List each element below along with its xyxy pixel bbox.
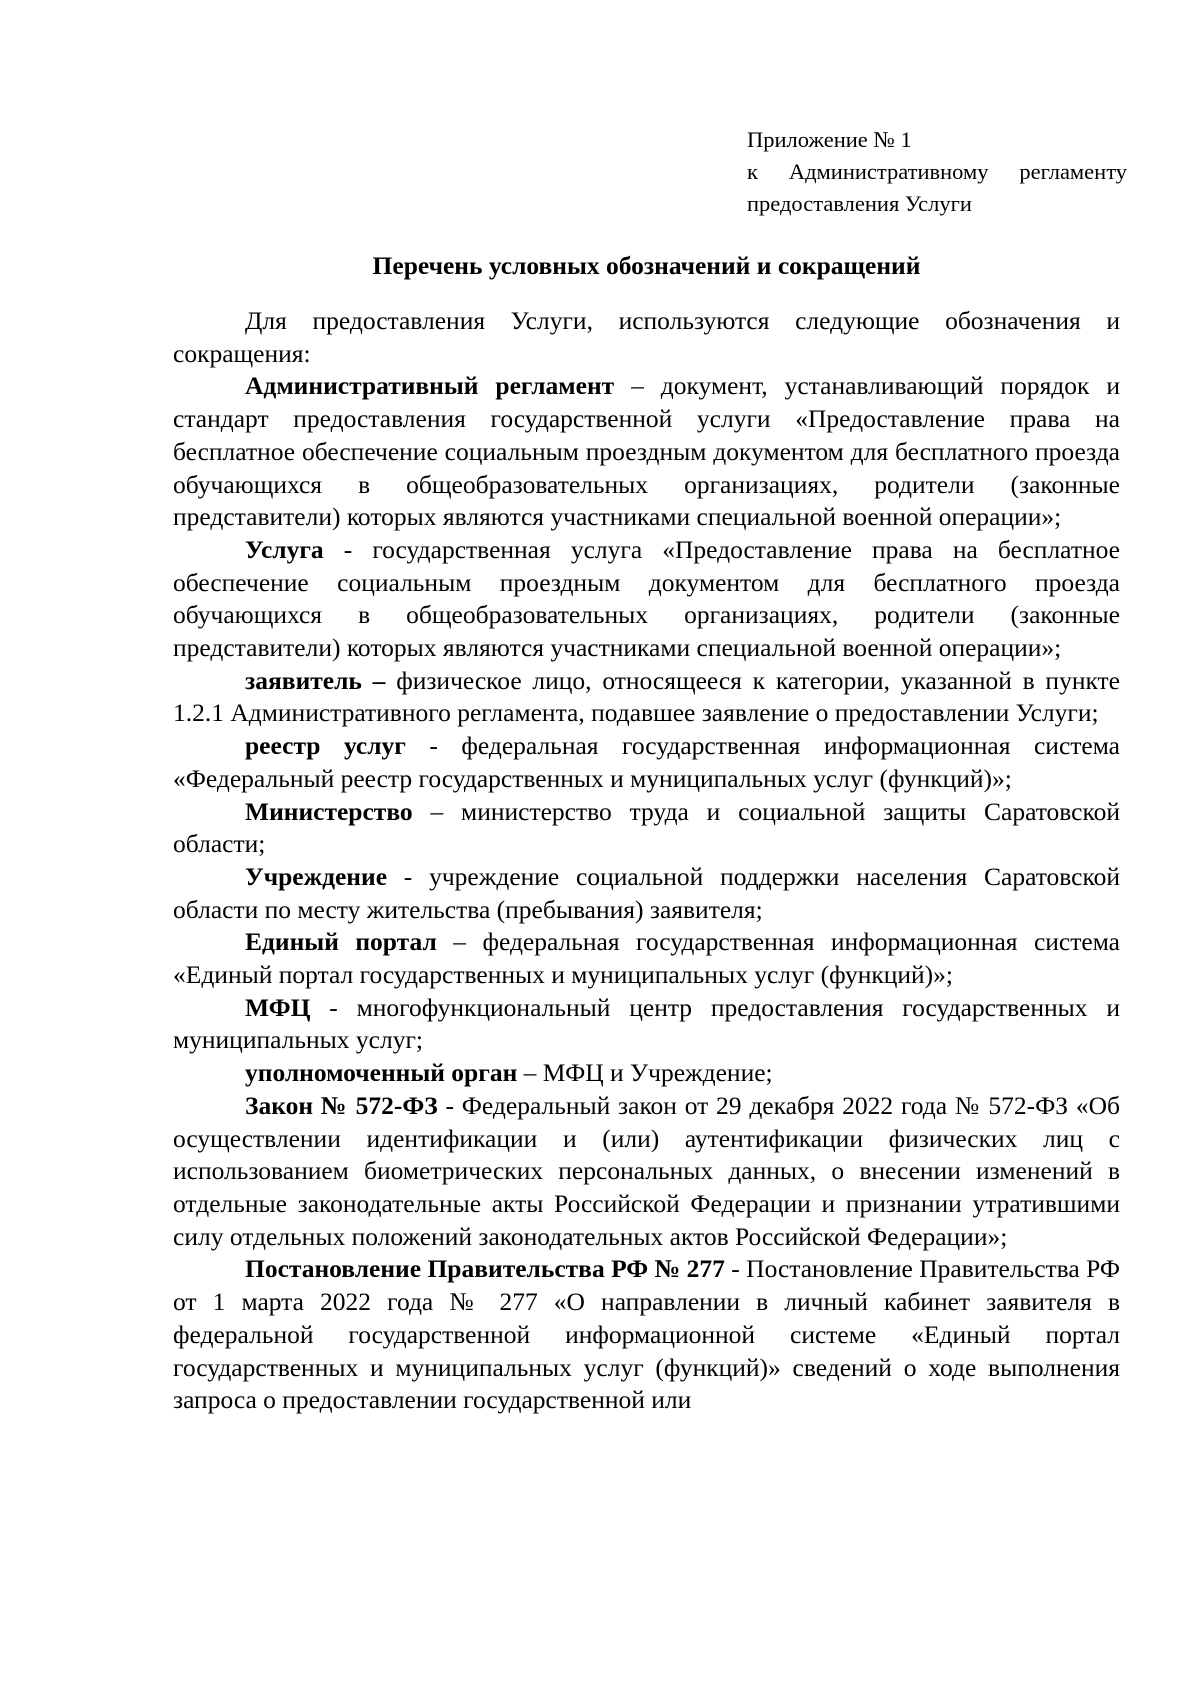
definition-paragraph xyxy=(173,992,1120,1057)
definition-term: Услуга xyxy=(245,534,324,564)
definition-paragraph xyxy=(173,1090,1120,1254)
definition-text: - учреждение социальной поддержки населения Саратовской области по месту жительства (пребывания) заявителя; xyxy=(173,861,1120,924)
definition-term: заявитель – xyxy=(245,665,386,695)
definition-paragraph xyxy=(173,370,1120,534)
definition-term: Постановление Правительства РФ № 277 xyxy=(245,1254,725,1284)
definition-paragraph xyxy=(173,796,1120,861)
definition-text: - многофункциональный центр предоставления государственных и муниципальных услуг; xyxy=(173,992,1120,1055)
annex-number: Приложение № 1 xyxy=(747,127,912,152)
definition-text: – МФЦ и Учреждение; xyxy=(517,1058,773,1088)
definition-paragraph xyxy=(173,926,1120,991)
definition-paragraph xyxy=(173,665,1120,730)
definition-paragraph xyxy=(173,861,1120,926)
definition-term: Единый портал xyxy=(245,927,437,957)
definition-term: МФЦ xyxy=(245,992,311,1022)
definition-term: Административный регламент xyxy=(245,371,615,401)
definition-paragraph xyxy=(173,534,1120,665)
definition-paragraph xyxy=(173,1057,1120,1090)
definition-term: уполномоченный орган xyxy=(245,1058,518,1088)
definition-text: – документ, устанавливающий порядок и стандарт предоставления государственной услуги «Предоставление права на бесплатное обеспечение социальным проездным документом для бесплатного проезда обучающихся в общеобразовательных организациях, родители (законные представители) которых являются участниками специальной военной операции»; xyxy=(173,371,1121,532)
definition-term: Министерство xyxy=(245,796,413,826)
definition-term: Учреждение xyxy=(245,861,388,891)
definition-text: - государственная услуга «Предоставление права на бесплатное обеспечение социальным проездным документом для бесплатного проезда обучающихся в общеобразовательных организациях, родители (законные представители) которых являются участниками специальной военной операции»; xyxy=(173,534,1120,663)
definition-text: - Постановление Правительства РФ от 1 марта 2022 года № 277 «О направлении в личный кабинет заявителя в федеральной государственной информационной системе «Единый портал государственных и муниципальных услуг (функций)» сведений о ходе выполнения запроса о предоставлении государственной или xyxy=(173,1254,1120,1415)
definition-paragraph xyxy=(173,730,1120,795)
document-body xyxy=(173,305,1120,1417)
definition-text: – министерство труда и социальной защиты Саратовской области; xyxy=(173,796,1120,859)
definition-text: физическое лицо, относящееся к категории, указанной в пункте 1.2.1 Административного регламента, подавшее заявление о предоставлении Услуги; xyxy=(173,665,1120,728)
definition-term: реестр услуг xyxy=(245,731,406,761)
intro-paragraph: Для предоставления Услуги, используются следующие обозначения и сокращения: xyxy=(173,306,1120,368)
definition-paragraph xyxy=(173,1253,1120,1417)
document-title: Перечень условных обозначений и сокращений xyxy=(372,251,921,280)
annex-subject: предоставления Услуги xyxy=(747,191,972,216)
annex-header xyxy=(747,124,1127,220)
definition-text: - Федеральный закон от 29 декабря 2022 года № 572-ФЗ «Об осуществлении идентификации и (или) аутентификации физических лиц с использованием биометрических персональных данных, о внесении изменений в отдельные законодательные акты Российской Федерации и признании утратившими силу отдельных положений законодательных актов Российской Федерации»; xyxy=(173,1090,1120,1251)
definition-term: Закон № 572-ФЗ xyxy=(245,1090,438,1120)
annex-reference: к Административному регламенту xyxy=(747,159,1127,184)
definition-text: – федеральная государственная информационная система «Единый портал государственных и муниципальных услуг (функций)»; xyxy=(173,927,1120,990)
definition-text: - федеральная государственная информационная система «Федеральный реестр государственных и муниципальных услуг (функций)»; xyxy=(173,731,1120,793)
